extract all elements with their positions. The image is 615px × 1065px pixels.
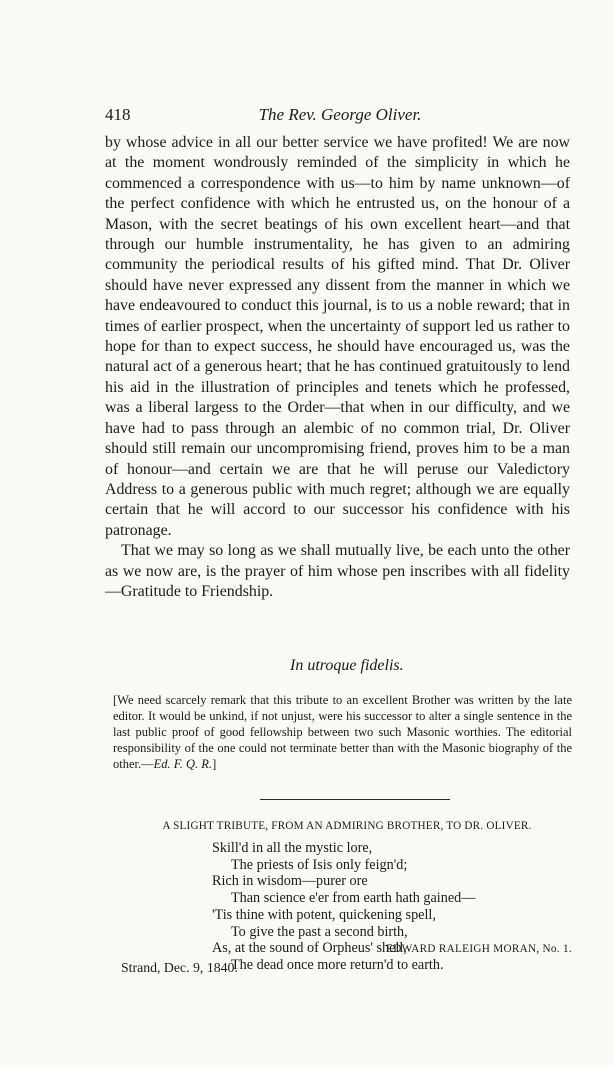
poem-line: 'Tis thine with potent, quickening spell,: [212, 906, 436, 923]
poem-line: As, at the sound of Orpheus' shell,: [212, 940, 407, 957]
editorial-note-text: [We need scarcely remark that this tribute to an excellent Brother was written by the late editor. It would be unkind, if not unjust, were his successor to alter a single sentence in the last public proof of good fellowship between two such Masonic worthies. The editorial responsibility of the one could not terminate better than with the Masonic biography of the other.—: [113, 693, 572, 771]
poem-line: Skill'd in all the mystic lore,: [212, 840, 373, 856]
poem-line: The dead once more return'd to earth.: [231, 956, 444, 973]
poem-line: To give the past a second birth,: [231, 923, 408, 940]
section-divider: [260, 799, 450, 800]
poem-title: A SLIGHT TRIBUTE, FROM AN ADMIRING BROTHER, TO DR. OLIVER.: [162, 820, 532, 832]
poem-line: Than science e'er from earth hath gained—: [231, 890, 476, 907]
editorial-note-signature: Ed. F. Q. R.: [153, 757, 213, 771]
running-title: The Rev. George Oliver.: [258, 105, 422, 124]
editorial-note-close: ]: [212, 757, 217, 771]
poem-line: The priests of Isis only feign'd;: [231, 856, 408, 873]
signoff-motto: In utroque fidelis.: [290, 657, 404, 674]
editorial-note: [113, 692, 572, 772]
page-number: 418: [105, 105, 131, 124]
poem-author: EDWARD RALEIGH MORAN, No. 1.: [386, 943, 572, 955]
article-body: [105, 133, 570, 602]
poem-line: Rich in wisdom—purer ore: [212, 873, 368, 890]
body-paragraph: That we may so long as we shall mutually live, be each unto the other as we now are, is the prayer of him whose pen inscribes with all fidelity—Gratitude to Friendship.: [105, 542, 570, 600]
place-date: Strand, Dec. 9, 1840.: [121, 960, 238, 975]
body-paragraph: by whose advice in all our better service we have profited! We are now at the moment wondrously reminded of the simplicity in which he commenced a correspondence with us—to him by name unknown—of the perfect confidence with which he entrusted us, on the honour of a Mason, with the secret beatings of his own excellent heart—and that through our humble instrumentality, he has given to an admiring community the periodical results of his gifted mind. That Dr. Oliver should have never expressed any dissent from the manner in which we have endeavoured to conduct this journal, is to us a noble reward; that in times of earlier prospect, when the uncertainty of support led us rather to hope for than to expect success, he should have encouraged us, was the natural act of a generous heart; that he has continued gratuitously to lend his aid in the illustration of principles and tenets which he professed, was a liberal largess to the Order—that when in our difficulty, and we have had to pass through an alembic of no common trial, Dr. Oliver should still remain our uncompromising friend, proves him to be a man of honour—and certain we are that he will peruse our Valedictory Address to a generous public with much regret; although we are equally certain that he will accord to our successor his confidence with his patronage.: [105, 134, 570, 539]
